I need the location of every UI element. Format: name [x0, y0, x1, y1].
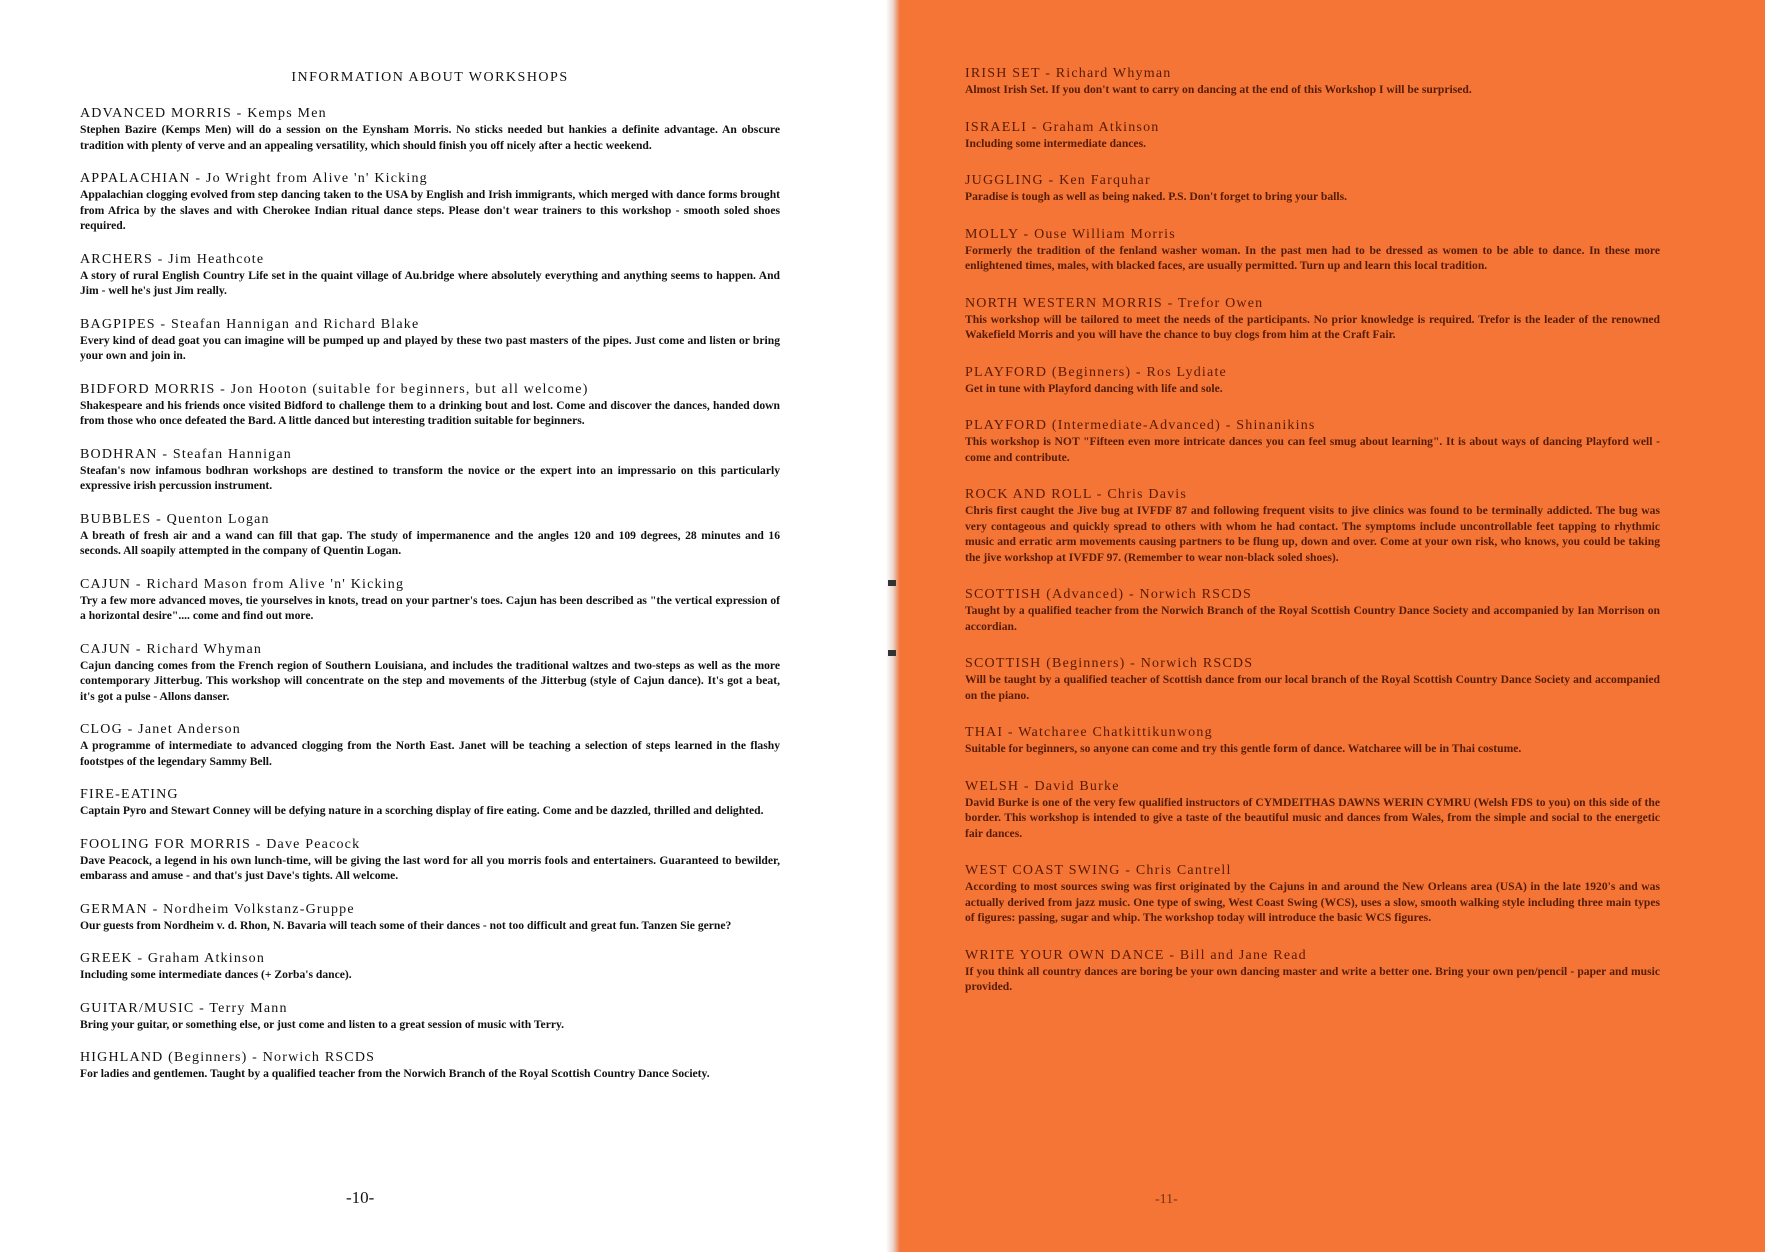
workshop-title: FIRE-EATING	[80, 787, 179, 802]
workshop-description: Including some intermediate dances (+ Zorba's dance).	[80, 968, 352, 981]
workshop-title: THAI - Watcharee Chatkittikunwong	[965, 725, 1213, 740]
workshop-entry	[80, 1001, 780, 1033]
right-page	[893, 0, 1765, 1252]
workshop-entry	[80, 252, 780, 299]
workshop-entry	[80, 951, 780, 983]
workshop-entry	[80, 512, 780, 559]
workshop-description: Bring your guitar, or something else, or just come and listen to a great session of music with Terry.	[80, 1017, 565, 1031]
workshop-entry	[965, 487, 1660, 565]
workshop-entry	[80, 447, 780, 494]
workshop-title: PLAYFORD (Intermediate-Advanced) - Shinanikins	[965, 418, 1316, 433]
workshop-description: Dave Peacock, a legend in his own lunch-time, will be giving the last word for all you morris fools and entertainers. Guaranteed to bewilder, embarass and amuse - and that's just Dave's tights. All welcome.	[80, 853, 780, 882]
workshop-title: CAJUN - Richard Whyman	[80, 641, 263, 657]
workshop-entry	[965, 863, 1660, 926]
workshop-description: Every kind of dead goat you can imagine will be pumped up and played by these two past masters of the pipes. Just come and listen or bring your own and join in.	[80, 333, 780, 362]
workshop-title: BODHRAN - Steafan Hannigan	[80, 446, 292, 462]
workshop-entry	[965, 948, 1660, 995]
workshop-description: If you think all country dances are boring be your own dancing master and write a better one. Bring your own pen/pencil - paper and music provided.	[965, 964, 1660, 993]
workshop-entry	[965, 227, 1660, 274]
workshop-entry	[80, 106, 780, 153]
workshop-entry	[80, 902, 780, 934]
workshop-title: BIDFORD MORRIS - Jon Hooton (suitable for beginners, but all welcome)	[80, 381, 589, 397]
workshop-description: Appalachian clogging evolved from step dancing taken to the USA by English and Irish immigrants, which merged with dance forms brought from Africa by the slaves and with Cherokee Indian ritual dance steps. Please don't wear trainers to this workshop - smooth soled shoes required.	[80, 188, 780, 232]
book-spine-gutter	[886, 0, 900, 1252]
workshop-description: Chris first caught the Jive bug at IVFDF 87 and following frequent visits to jive clinics was found to be terminally addicted. The bug was very contageous and quickly spread to others with whom he had contact. The symptoms include uncontrollable feet tapping to rhythmic music and erratic arm movements causing partners to be flung up, down and over. Come at your own risk, who knows, you could be taking the jive workshop at IVFDF 97. (Remember to wear non-black soled shoes).	[965, 504, 1660, 564]
workshop-entry	[80, 317, 780, 364]
workshop-description: A programme of intermediate to advanced clogging from the North East. Janet will be teaching a selection of steps learned in the flashy footstpes of the legendary Sammy Bell.	[80, 739, 780, 768]
page-number-right: -11-	[1155, 1192, 1178, 1207]
workshop-description: Almost Irish Set. If you don't want to carry on dancing at the end of this Workshop I will be surprised.	[965, 83, 1472, 96]
workshop-title: NORTH WESTERN MORRIS - Trefor Owen	[965, 295, 1264, 311]
workshop-description: Our guests from Nordheim v. d. Rhon, N. Bavaria will teach some of their dances - not too difficult and great fun. Tanzen Sie gerne?	[80, 918, 732, 932]
workshop-entry	[965, 173, 1660, 205]
workshop-title: ROCK AND ROLL - Chris Davis	[965, 487, 1188, 502]
workshop-description: Including some intermediate dances.	[965, 136, 1146, 150]
staple-mark	[888, 650, 896, 656]
workshop-description: Shakespeare and his friends once visited Bidford to challenge them to a drinking bout and lost. Come and discover the dances, handed down from those who once defeated the Bard. A little danced but interesting tradition suitable for beginners.	[80, 398, 780, 427]
workshop-entry	[965, 418, 1660, 465]
workshop-title: PLAYFORD (Beginners) - Ros Lydiate	[965, 364, 1227, 380]
workshop-description: David Burke is one of the very few qualified instructors of CYMDEITHAS DAWNS WERIN CYMRU (Welsh FDS to you) on this side of the border. This workshop is intended to give a taste of the beautiful music and dances from Wales, from the simple and social to the energetic fair dances.	[965, 795, 1660, 840]
workshop-description: Stephen Bazire (Kemps Men) will do a session on the Eynsham Morris. No sticks needed but hankies a definite advantage. An obscure tradition with plenty of verve and an appealing versatility, which should finish you off nicely after a hectic weekend.	[80, 123, 780, 152]
workshop-title: MOLLY - Ouse William Morris	[965, 226, 1176, 242]
workshop-list-left	[80, 106, 780, 1082]
workshop-description: Steafan's now infamous bodhran workshops are destined to transform the novice or the expert into an impressario on this particularly expressive irish percussion instrument.	[80, 463, 780, 492]
workshop-description: This workshop will be tailored to meet the needs of the participants. No prior knowledge is required. Trefor is the leader of the renowned Wakefield Morris and you will have the chance to buy clogs from him at the Craft Fair.	[965, 312, 1660, 341]
workshop-entry	[80, 171, 780, 234]
workshop-description: Try a few more advanced moves, tie yourselves in knots, tread on your partner's toes. Cajun has been described as "the vertical expression of a horizontal desire".... come and find out more.	[80, 593, 780, 622]
workshop-entry	[965, 779, 1660, 842]
workshop-description: Suitable for beginners, so anyone can come and try this gentle form of dance. Watcharee will be in Thai costume.	[965, 742, 1522, 755]
workshop-entry	[80, 722, 780, 769]
page-title: INFORMATION ABOUT WORKSHOPS	[291, 70, 569, 85]
workshop-description: Get in tune with Playford dancing with life and sole.	[965, 381, 1223, 395]
workshop-entry	[965, 587, 1660, 634]
workshop-entry	[965, 656, 1660, 703]
workshop-title: ADVANCED MORRIS - Kemps Men	[80, 106, 327, 121]
workshop-title: WELSH - David Burke	[965, 778, 1120, 794]
workshop-entry	[80, 382, 780, 429]
workshop-title: GREEK - Graham Atkinson	[80, 951, 266, 966]
workshop-title: GERMAN - Nordheim Volkstanz-Gruppe	[80, 901, 355, 917]
workshop-entry	[80, 1050, 780, 1082]
workshop-description: Cajun dancing comes from the French region of Southern Louisiana, and includes the traditional waltzes and two-steps as well as the more contemporary Jitterbug. This workshop will concentrate on the step and movements of the Jitterbug (style of Cajun dance). It's got a beat, it's got a pulse - Allons danser.	[80, 658, 780, 703]
workshop-entry	[965, 725, 1660, 757]
workshop-title: ISRAELI - Graham Atkinson	[965, 119, 1160, 135]
workshop-description: Taught by a qualified teacher from the Norwich Branch of the Royal Scottish Country Dance Society and accompanied by Ian Morrison on accordian.	[965, 604, 1660, 633]
workshop-title: SCOTTISH (Beginners) - Norwich RSCDS	[965, 656, 1254, 671]
workshop-description: According to most sources swing was first originated by the Cajuns in and around the New Orleans area (USA) in the late 1920's and was actually derived from jazz music. One type of swing, West Coast Swing (WCS), uses a slow, smooth walking style including three main types of figures: passing, sugar and whip. The workshop today will introduce the basic WCS figures.	[965, 880, 1660, 924]
workshop-entry	[80, 787, 780, 819]
workshop-entry	[965, 66, 1660, 98]
workshop-description: Formerly the tradition of the fenland washer woman. In the past men had to be dressed as women to be able to dance. In these more enlightened times, males, with blacked faces, are usually permitted. Turn up and learn this local tradition.	[965, 243, 1660, 272]
left-page-content	[80, 70, 780, 1100]
workshop-title: CAJUN - Richard Mason from Alive 'n' Kicking	[80, 576, 405, 592]
workshop-entry	[965, 120, 1660, 152]
workshop-entry	[80, 642, 780, 705]
workshop-entry	[965, 296, 1660, 343]
workshop-title: JUGGLING - Ken Farquhar	[965, 173, 1151, 188]
staple-mark	[888, 580, 896, 586]
workshop-entry	[80, 837, 780, 884]
workshop-description: A breath of fresh air and a wand can fill that gap. The study of impermanence and the angles 120 and 109 degrees, 28 minutes and 16 seconds. All soapily attempted in the company of Quentin Logan.	[80, 528, 780, 557]
workshop-description: Paradise is tough as well as being naked. P.S. Don't forget to bring your balls.	[965, 190, 1347, 203]
workshop-description: This workshop is NOT "Fifteen even more intricate dances you can feel smug about learning". It is about ways of dancing Playford well - come and contribute.	[965, 435, 1660, 464]
right-page-content	[965, 66, 1660, 1017]
workshop-title: CLOG - Janet Anderson	[80, 722, 241, 737]
workshop-entry	[965, 365, 1660, 397]
workshop-description: Will be taught by a qualified teacher of Scottish dance from our local branch of the Royal Scottish Country Dance Society and accompanied on the piano.	[965, 673, 1660, 702]
workshop-title: WEST COAST SWING - Chris Cantrell	[965, 863, 1232, 878]
workshop-description: Captain Pyro and Stewart Conney will be defying nature in a scorching display of fire eating. Come and be dazzled, thrilled and delighted.	[80, 804, 764, 817]
workshop-title: WRITE YOUR OWN DANCE - Bill and Jane Read	[965, 947, 1307, 963]
workshop-title: BUBBLES - Quenton Logan	[80, 511, 270, 527]
workshop-description: A story of rural English Country Life set in the quaint village of Au.bridge where absolutely everything and anything seems to happen. And Jim - well he's just Jim really.	[80, 268, 780, 297]
workshop-title: BAGPIPES - Steafan Hannigan and Richard Blake	[80, 316, 420, 332]
workshop-title: HIGHLAND (Beginners) - Norwich RSCDS	[80, 1050, 376, 1065]
workshop-description: For ladies and gentlemen. Taught by a qualified teacher from the Norwich Branch of the Royal Scottish Country Dance Society.	[80, 1067, 710, 1080]
workshop-title: FOOLING FOR MORRIS - Dave Peacock	[80, 836, 361, 852]
workshop-title: GUITAR/MUSIC - Terry Mann	[80, 1000, 288, 1016]
workshop-title: SCOTTISH (Advanced) - Norwich RSCDS	[965, 587, 1252, 602]
workshop-entry	[80, 577, 780, 624]
workshop-title: APPALACHIAN - Jo Wright from Alive 'n' Kicking	[80, 171, 428, 186]
workshop-title: IRISH SET - Richard Whyman	[965, 66, 1172, 81]
workshop-title: ARCHERS - Jim Heathcote	[80, 251, 265, 267]
page-number-left: -10-	[346, 1188, 375, 1207]
workshop-list-right	[965, 66, 1660, 995]
